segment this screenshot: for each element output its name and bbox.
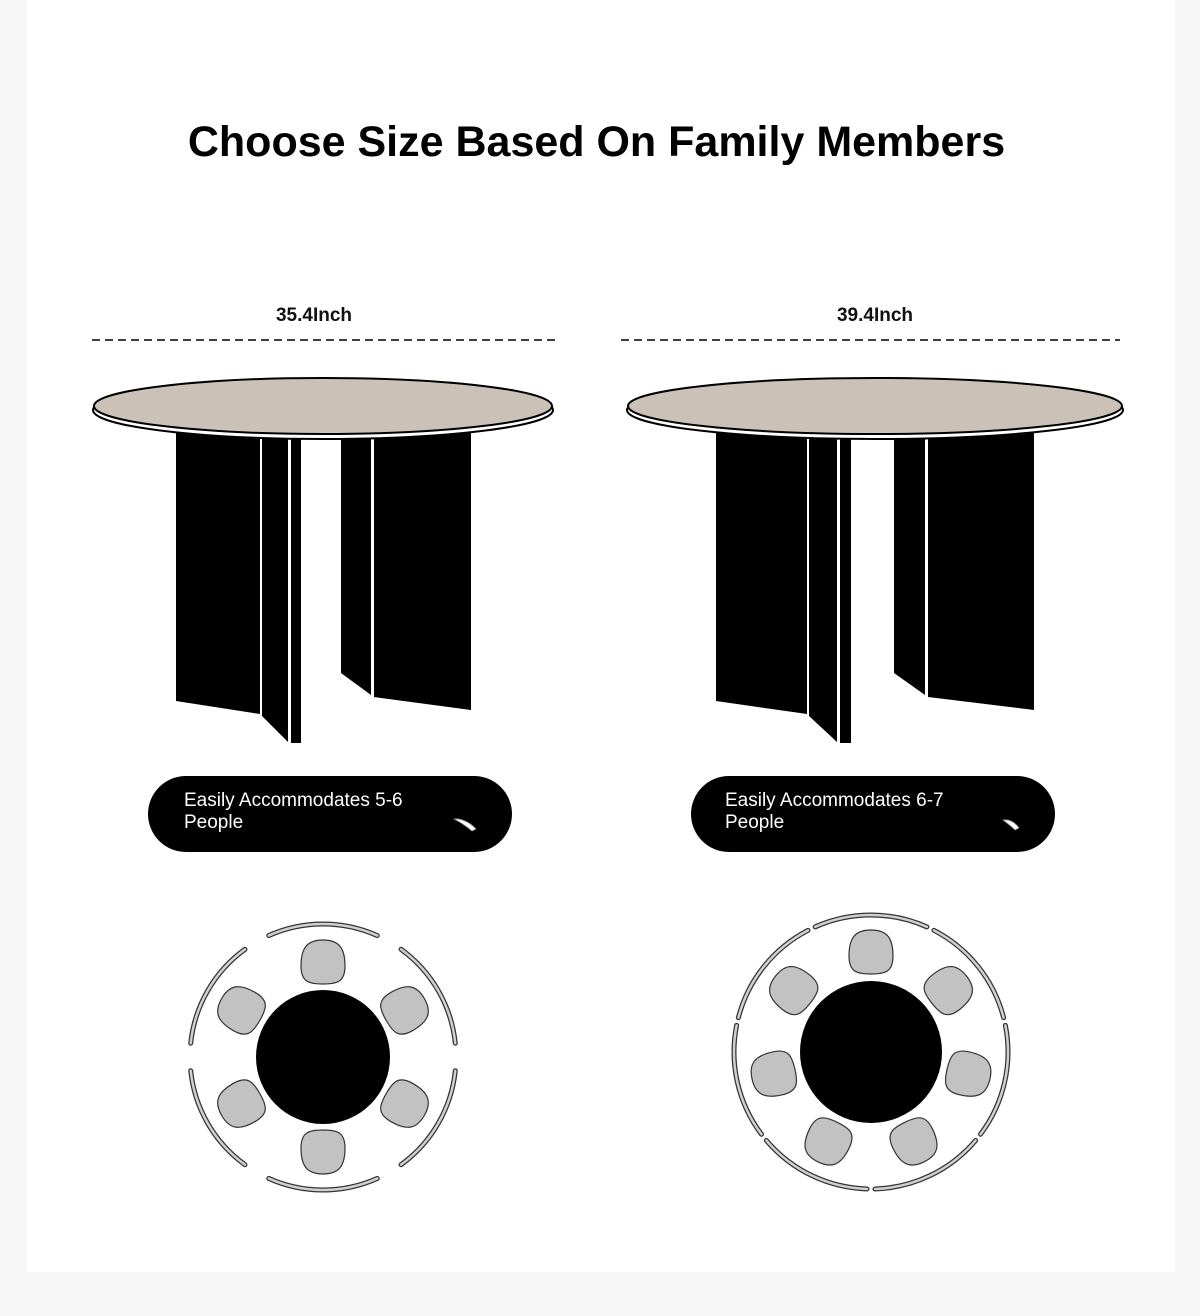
page-title: Choose Size Based On Family Members bbox=[187, 118, 1006, 166]
large-chair bbox=[798, 1113, 857, 1172]
small-capacity-label: Easily Accommodates 5-6 People bbox=[184, 790, 403, 833]
large-chair bbox=[885, 1113, 944, 1172]
small-table-width-label: 35.4Inch bbox=[275, 305, 353, 326]
large-table-illustration bbox=[627, 378, 1123, 743]
small-table-top-view bbox=[256, 990, 390, 1124]
large-capacity-label: Easily Accommodates 6-7 People bbox=[725, 790, 944, 833]
small-capacity-badge bbox=[148, 776, 512, 852]
large-table-width-label: 39.4Inch bbox=[836, 305, 914, 326]
large-chair bbox=[849, 930, 893, 974]
small-chair bbox=[301, 1130, 345, 1174]
small-tabletop bbox=[94, 378, 552, 434]
large-chair bbox=[747, 1048, 800, 1101]
small-seating-plan bbox=[191, 924, 456, 1190]
large-seating-plan bbox=[734, 915, 1008, 1189]
large-table-top-view bbox=[800, 981, 942, 1123]
small-chair bbox=[301, 940, 345, 984]
pointer-cursor-icon bbox=[452, 816, 478, 832]
large-chair bbox=[942, 1048, 995, 1101]
pointer-cursor-icon bbox=[1001, 816, 1027, 832]
small-table-illustration bbox=[93, 378, 553, 743]
large-tabletop bbox=[628, 378, 1122, 434]
large-capacity-badge bbox=[691, 776, 1055, 852]
